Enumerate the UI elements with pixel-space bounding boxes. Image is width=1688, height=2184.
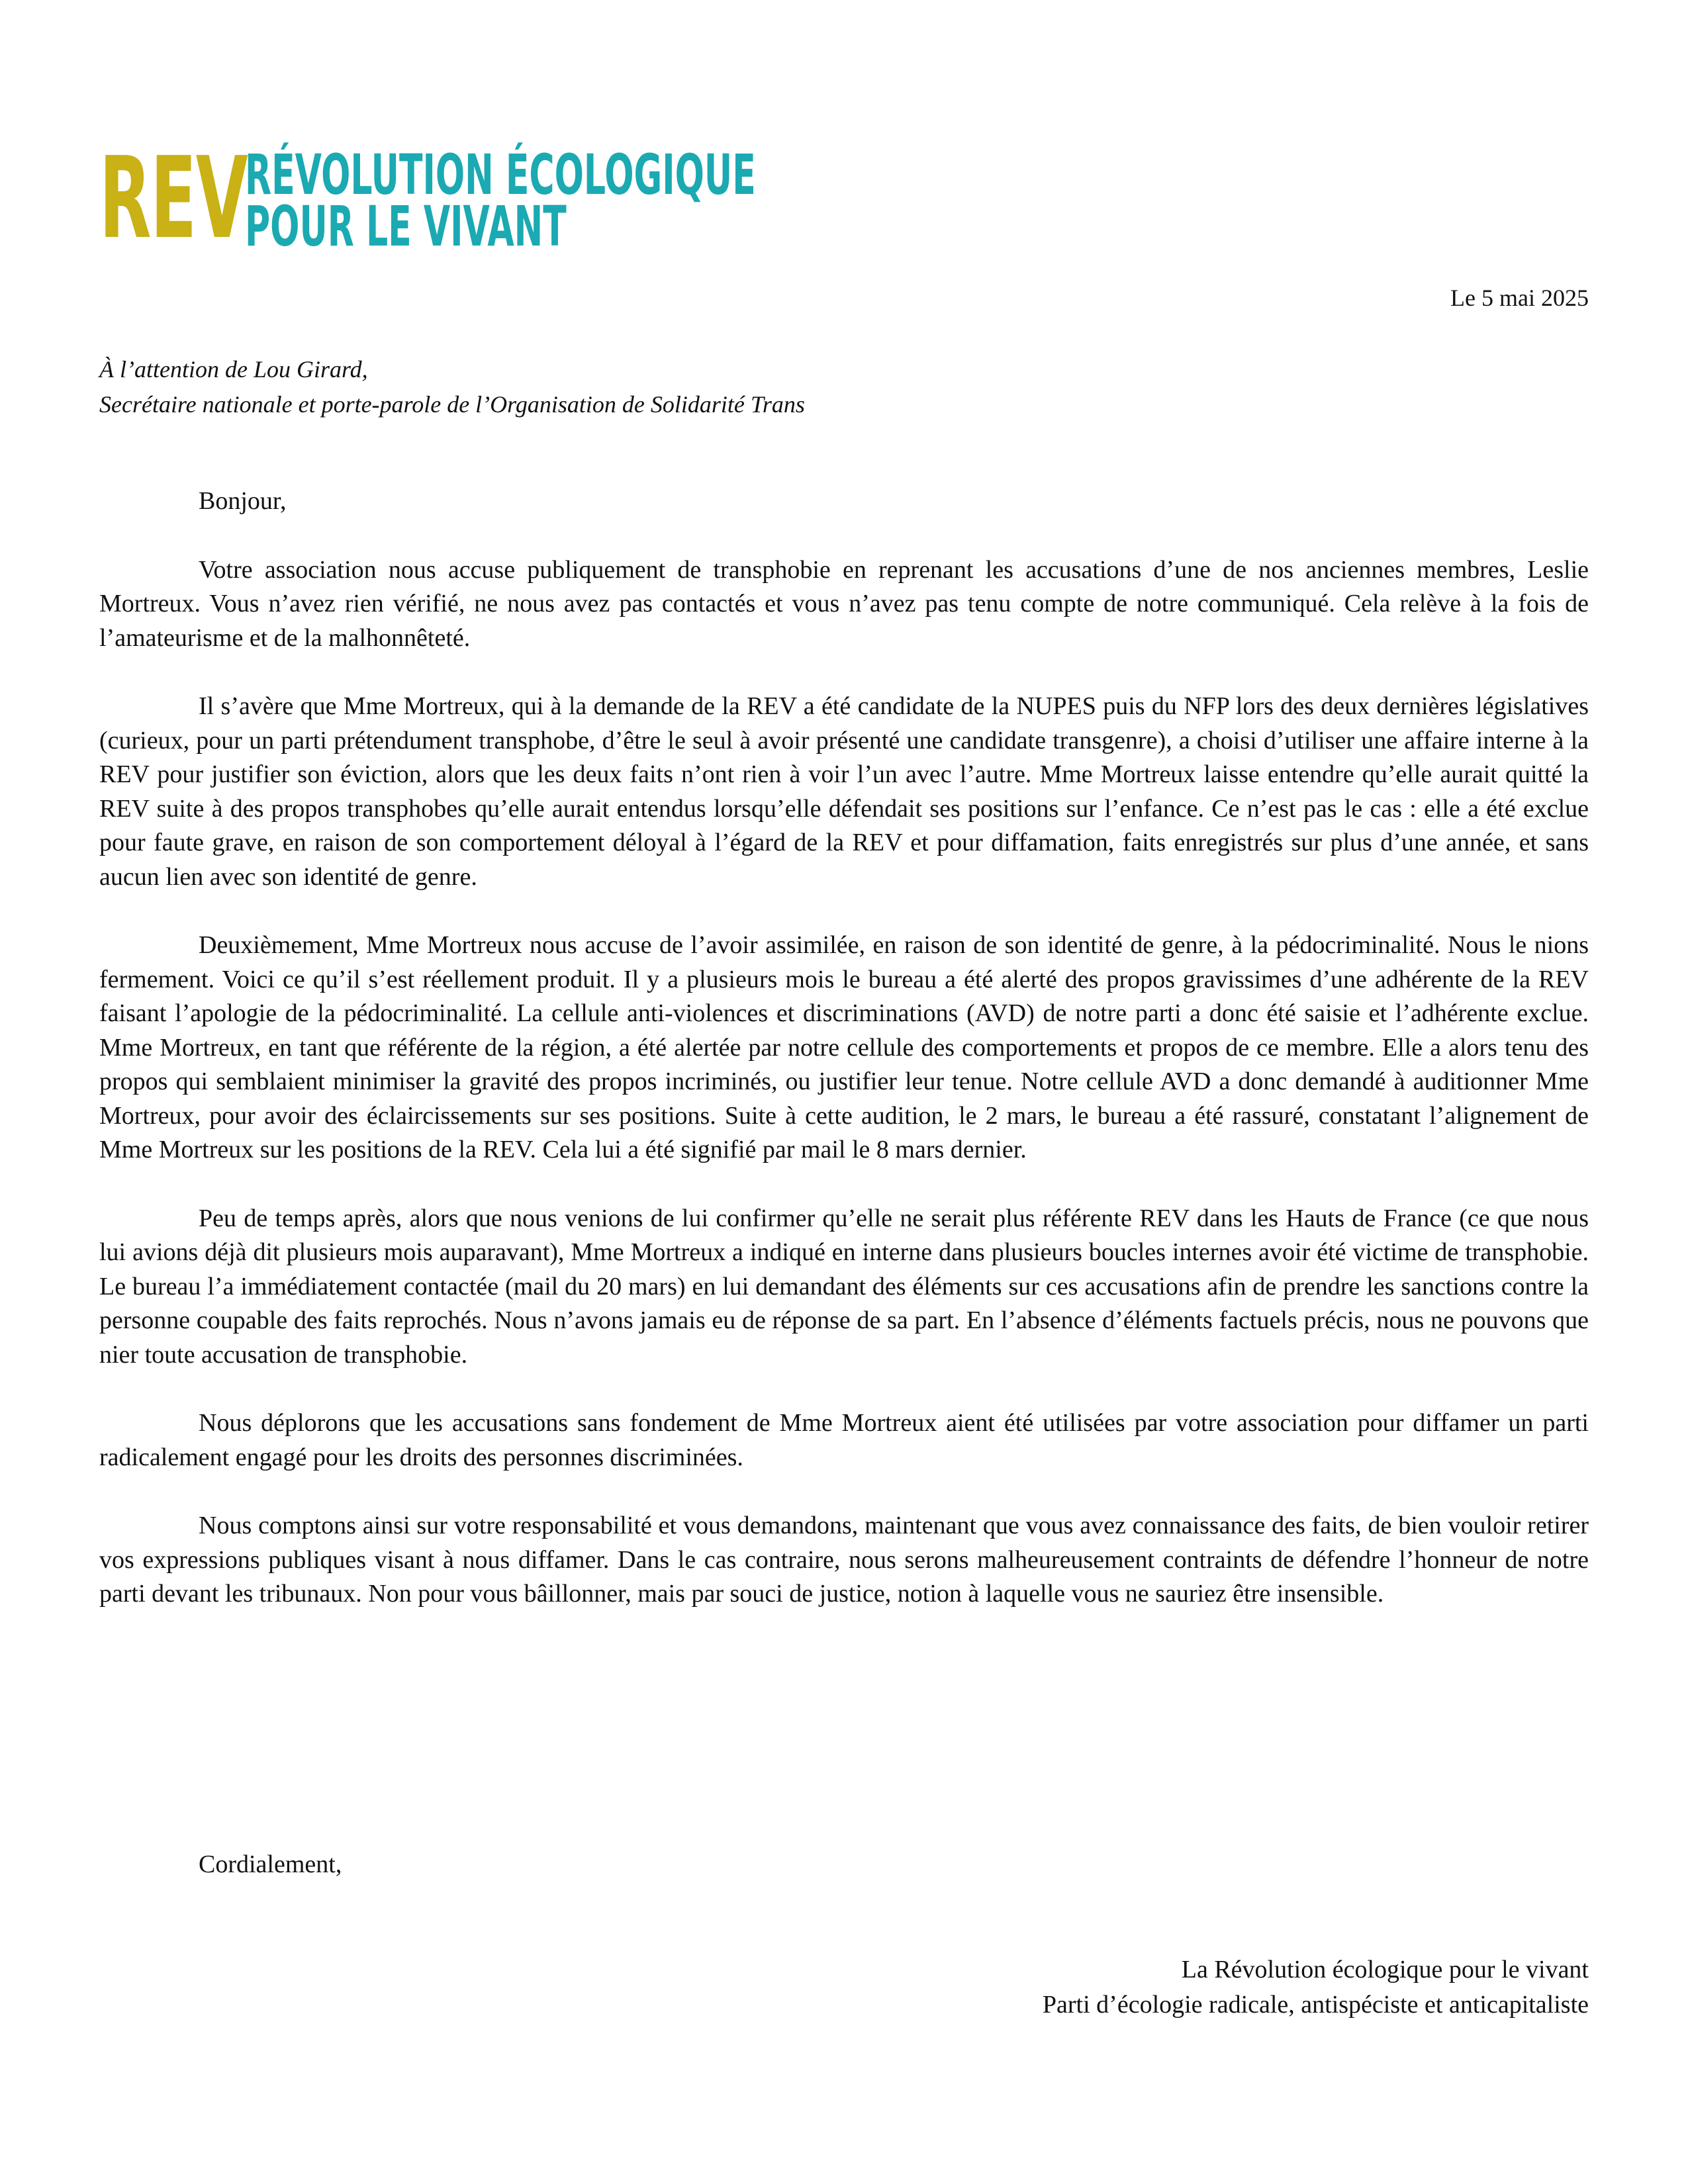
logo-line-2: POUR LE VIVANT: [245, 194, 567, 259]
paragraph: Nous déplorons que les accusations sans fondement de Mme Mortreux aient été utilisées par votre association pour diffamer un parti radicalement engagé pour les droits des personnes discriminées.: [99, 1409, 1589, 1471]
paragraph: Votre association nous accuse publiquement de transphobie en reprenant les accusations d’une de nos anciennes membres, Leslie Mortreux. Vous n’avez rien vérifié, ne nous avez pas contactés et vous n’avez pas tenu compte de notre communiqué. Cela relève à la fois de l’amateurisme et de la malhonnêteté.: [99, 555, 1589, 652]
signature-block: [1043, 1952, 1589, 2023]
recipient-line-1: À l’attention de Lou Girard,: [99, 356, 368, 383]
paragraph: Il s’avère que Mme Mortreux, qui à la demande de la REV a été candidate de la NUPES puis du NFP lors des deux dernières législatives (curieux, pour un parti prétendument transphobe, d’être le seul à avoir présenté une candidate transgenre), a choisi d’utiliser une affaire interne à la REV pour justifier son éviction, alors que les deux faits n’ont rien à voir l’un avec l’autre. Mme Mortreux laisse entendre qu’elle aurait quitté la REV suite à des propos transphobes qu’elle aurait entendus lorsqu’elle défendait ses positions sur l’enfance. Ce n’est pas le cas : elle a été exclue pour faute grave, en raison de son comportement déloyal à l’égard de la REV et pour diffamation, faits enregistrés sur plus d’une année, et sans aucun lien avec son identité de genre.: [99, 692, 1589, 891]
greeting: Bonjour,: [199, 487, 287, 515]
rev-logo: [99, 133, 1069, 264]
logo-mark: REV: [99, 133, 248, 264]
paragraph: Nous comptons ainsi sur votre responsabilité et vous demandons, maintenant que vous avez connaissance des faits, de bien vouloir retirer vos expressions publiques visant à nous diffamer. Dans le cas contraire, nous serons malheureusement contraints de défendre l’honneur de notre parti devant les tribunaux. Non pour vous bâillonner, mais par souci de justice, notion à laquelle vous ne sauriez être insensible.: [99, 1512, 1589, 1608]
closing: Cordialement,: [199, 1850, 342, 1878]
signature-line-2: Parti d’écologie radicale, antispéciste et anticapitaliste: [1042, 1991, 1589, 2019]
logo-wordmark: [245, 142, 1069, 259]
letter-body: [99, 484, 1589, 1646]
paragraph: Deuxièmement, Mme Mortreux nous accuse de l’avoir assimilée, en raison de son identité de genre, à la pédocriminalité. Nous le nions fermement. Voici ce qu’il s’est réellement produit. Il y a plusieurs mois le bureau a été alerté des propos gravissimes d’une adhérente de la REV faisant l’apologie de la pédocriminalité. La cellule anti-violences et discriminations (AVD) de notre parti a donc été saisie et l’adhérente exclue. Mme Mortreux, en tant que référente de la région, a été alertée par notre cellule des comportements et propos de ce membre. Elle a alors tenu des propos qui semblaient minimiser la gravité des propos incriminés, ou justifier leur tenue. Notre cellule AVD a donc demandé à auditionner Mme Mortreux, pour avoir des éclaircissements sur ses positions. Suite à cette audition, le 2 mars, le bureau a été rassuré, constatant l’alignement de Mme Mortreux sur les positions de la REV. Cela lui a été signifié par mail le 8 mars dernier.: [99, 931, 1589, 1163]
recipient-line-2: Secrétaire nationale et porte-parole de l’Organisation de Solidarité Trans: [99, 391, 805, 418]
logo-line-1: RÉVOLUTION ÉCOLOGIQUE: [245, 142, 756, 207]
recipient-block: [99, 352, 805, 422]
letter-date: Le 5 mai 2025: [1450, 285, 1589, 311]
signature-line-1: La Révolution écologique pour le vivant: [1181, 1956, 1589, 1983]
paragraph: Peu de temps après, alors que nous venions de lui confirmer qu’elle ne serait plus référente REV dans les Hauts de France (ce que nous lui avions déjà dit plusieurs mois auparavant), Mme Mortreux a indiqué en interne dans plusieurs boucles internes avoir été victime de transphobie. Le bureau l’a immédiatement contactée (mail du 20 mars) en lui demandant des éléments sur ces accusations afin de prendre les sanctions contre la personne coupable des faits reprochés. Nous n’avons jamais eu de réponse de sa part. En l’absence d’éléments factuels précis, nous ne pouvons que nier toute accusation de transphobie.: [99, 1204, 1589, 1369]
